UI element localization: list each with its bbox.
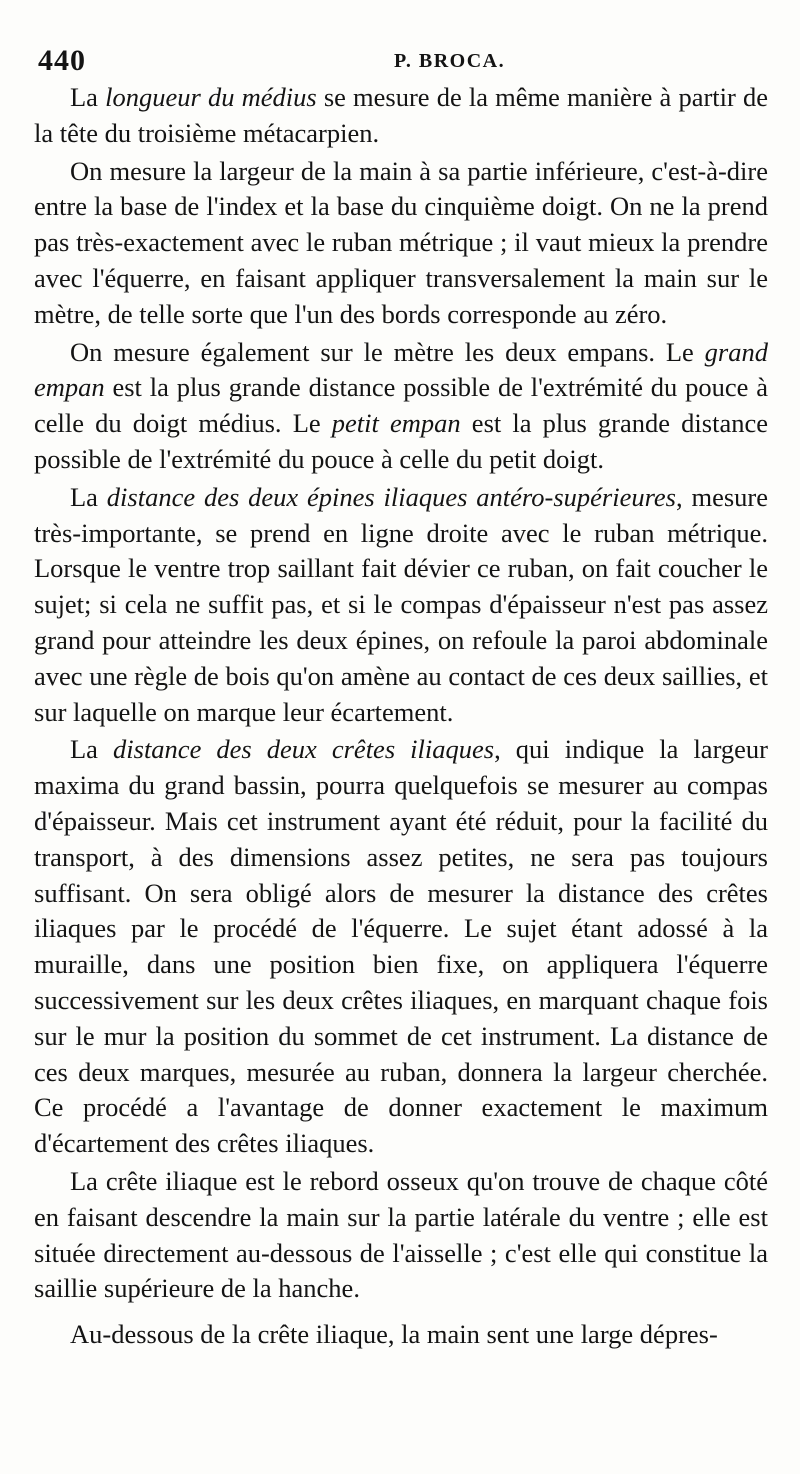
- page-number: 440: [38, 44, 86, 77]
- paragraph: [34, 335, 768, 478]
- paragraph: [34, 480, 768, 731]
- text-run: La: [70, 481, 107, 512]
- text-run: Au-dessous de la crête iliaque, la main sent une large dépres-: [70, 1319, 718, 1350]
- text-run: La crête iliaque est le rebord osseux qu'on trouve de chaque côté en faisant descendre la main sur la partie latérale du ventre ; elle est située directement au-dessous de l'aisselle ; c'est elle qui constitue la saillie supérieure de la hanche.: [34, 1165, 768, 1304]
- body-text: [34, 80, 768, 1353]
- running-head: P. BROCA.: [394, 50, 506, 72]
- italic-term: petit empan: [331, 408, 461, 439]
- paragraph: [34, 1164, 768, 1307]
- italic-term: distance des deux crêtes iliaques: [113, 734, 495, 765]
- text-run: La: [70, 82, 106, 112]
- paragraph: [34, 80, 768, 152]
- text-run: La: [70, 734, 114, 765]
- italic-term: distance des deux épines iliaques antéro-supérieures: [106, 481, 676, 512]
- italic-term: longueur du médius: [105, 82, 317, 112]
- text-run: se mesure de la même manière à partir de la tête du troisième métacarpien.: [34, 82, 768, 148]
- text-run: On mesure également sur le mètre les deux empans. Le: [70, 336, 705, 367]
- italic-term: grand empan: [34, 336, 768, 403]
- text-run: est la plus grande distance possible de l'extrémité du pouce à celle du petit doigt.: [34, 408, 768, 474]
- paragraph: [34, 1317, 768, 1353]
- text-run: est la plus grande distance possible de l'extrémité du pouce à celle du doigt médius. Le: [34, 372, 768, 439]
- text-run: On mesure la largeur de la main à sa partie inférieure, c'est-à-dire entre la base de l'index et la base du cinquième doigt. On ne la prend pas très-exactement avec le ruban métrique ; il vaut mieux la prendre avec l'équerre, en faisant appliquer transversalement la main sur le mètre, de telle sorte que l'un des bords corresponde au zéro.: [34, 155, 768, 329]
- text-run: , mesure très-importante, se prend en ligne droite avec le ruban métrique. Lorsque le ventre trop saillant fait dévier ce ruban, on fait coucher le sujet; si cela ne suffit pas, et si le compas d'épaisseur n'est pas assez grand pour atteindre les deux épines, on refoule la paroi abdominale avec une règle de bois qu'on amène au contact de ces deux saillies, et sur laquelle on marque leur écartement.: [34, 481, 768, 727]
- paragraph: [34, 732, 768, 1162]
- page-header: [34, 44, 766, 80]
- text-run: , qui indique la largeur maxima du grand bassin, pourra quelquefois se mesurer au compas d'épaisseur. Mais cet instrument ayant été réduit, pour la facilité du transport, à des dimensions assez petites, ne sera pas toujours suffisant. On sera obligé alors de mesurer la distance des crêtes iliaques par le procédé de l'équerre. Le sujet étant adossé à la muraille, dans une position bien fixe, on appliquera l'équerre successivement sur les deux crêtes iliaques, en marquant chaque fois sur le mur la position du sommet de cet instrument. La distance de ces deux marques, mesurée au ruban, donnera la largeur cherchée. Ce procédé a l'avantage de donner exactement le maximum d'écartement des crêtes iliaques.: [34, 734, 769, 1159]
- paragraph: [34, 154, 768, 333]
